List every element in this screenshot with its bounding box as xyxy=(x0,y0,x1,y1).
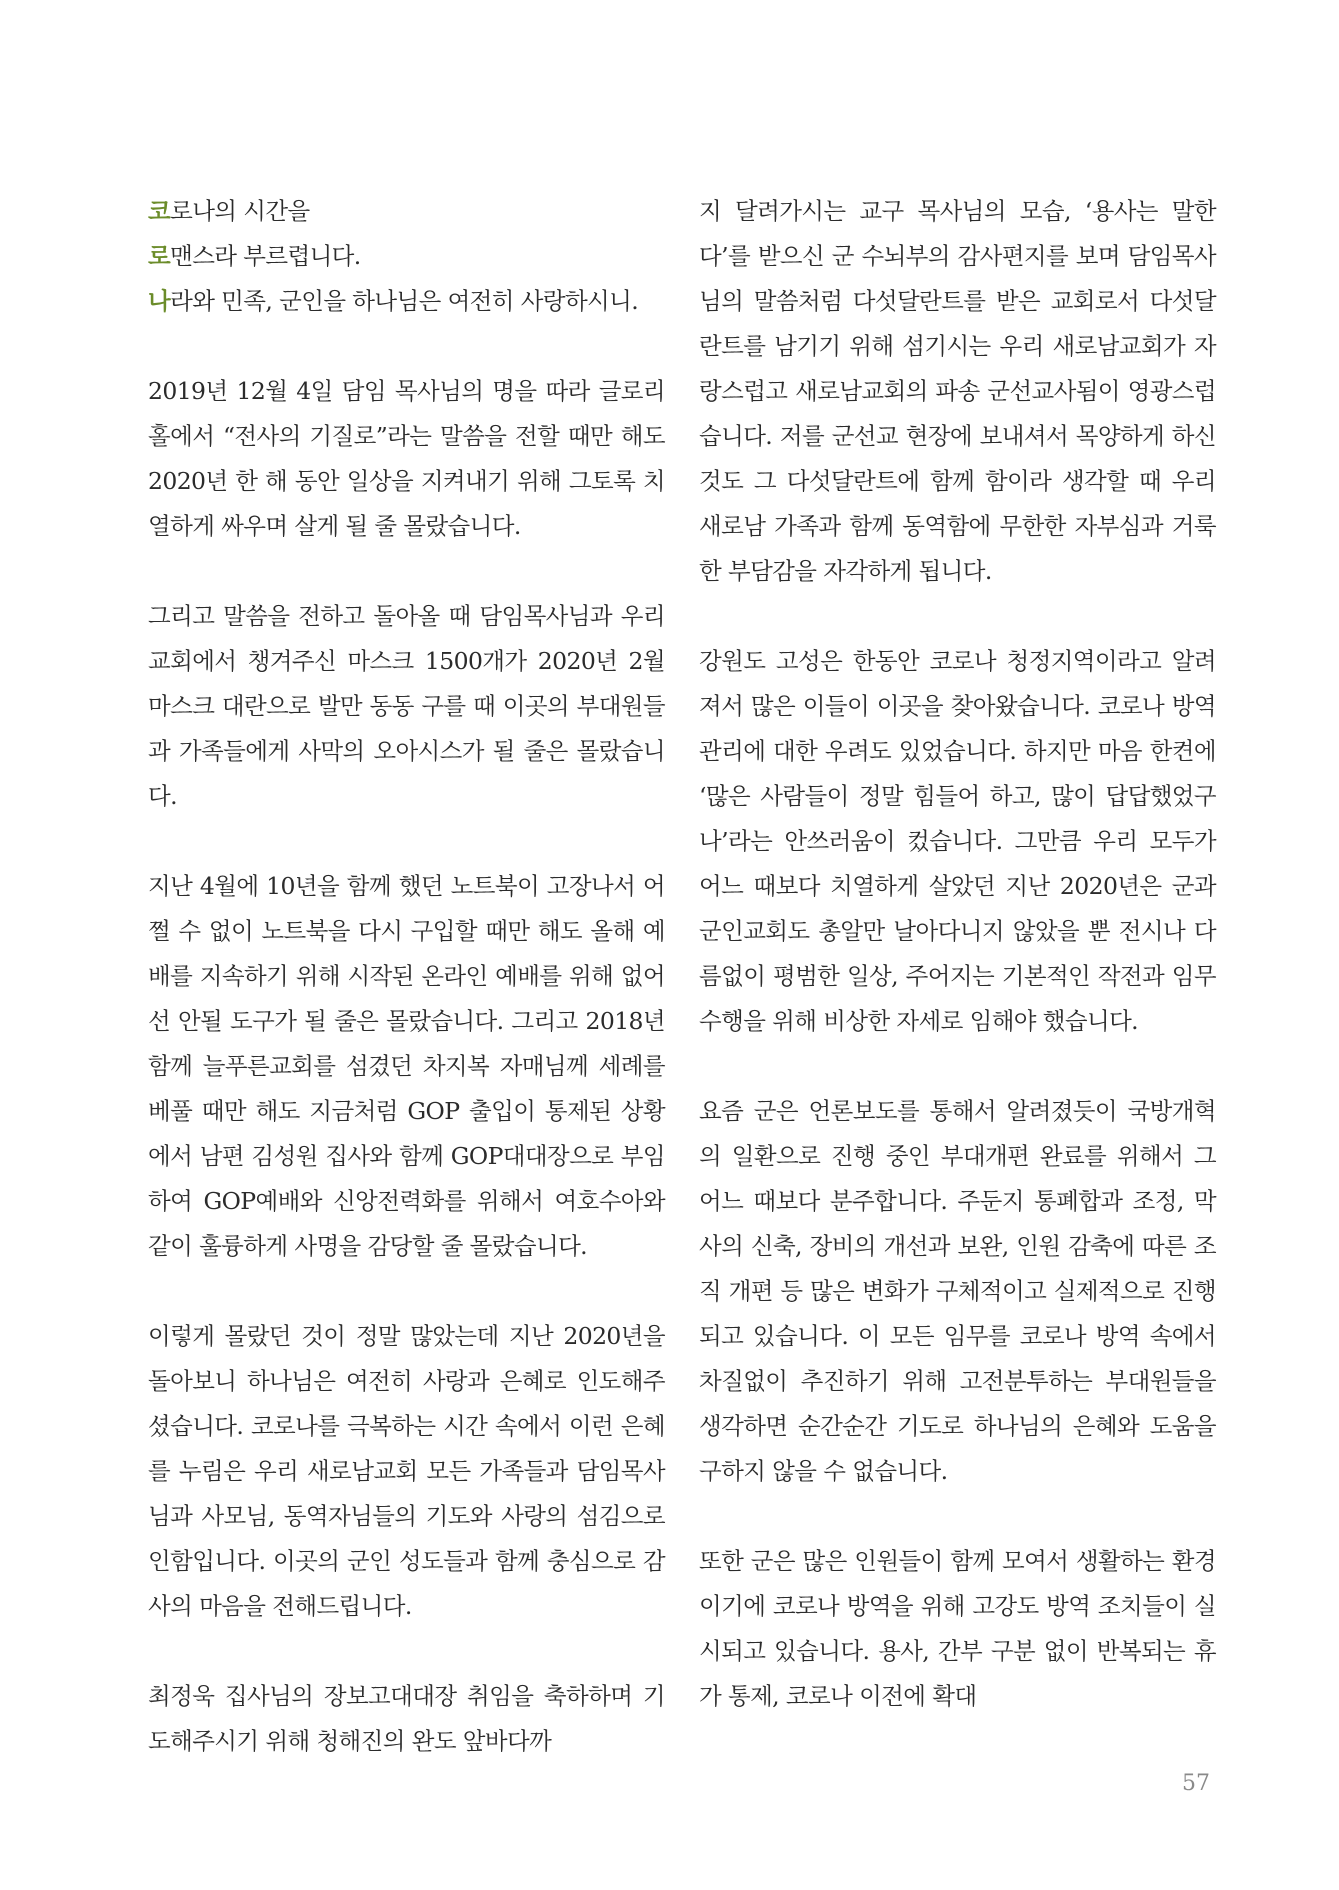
body-paragraph: 2019년 12월 4일 담임 목사님의 명을 따라 글로리홀에서 “전사의 기질로”라는 말씀을 전할 때만 해도 2020년 한 해 동안 일상을 지켜내기 위해 그토록 치열하게 싸우며 살게 될 줄 몰랐습니다. xyxy=(148,377,665,540)
body-paragraph: 그리고 말씀을 전하고 돌아올 때 담임목사님과 우리 교회에서 챙겨주신 마스크 1500개가 2020년 2월 마스크 대란으로 발만 동동 구를 때 이곳의 부대원들과 가족들에게 사막의 오아시스가 될 줄은 몰랐습니다. xyxy=(148,602,665,810)
body-paragraph: 최정욱 집사님의 장보고대대장 취임을 축하하며 기도해주시기 위해 청해진의 완도 앞바다까 xyxy=(148,1682,665,1755)
intro-initial: 나 xyxy=(148,287,171,315)
intro-acrostic xyxy=(148,189,665,324)
intro-line xyxy=(148,234,665,279)
body-paragraph: 지난 4월에 10년을 함께 했던 노트북이 고장나서 어쩔 수 없이 노트북을 다시 구입할 때만 해도 올해 예배를 지속하기 위해 시작된 온라인 예배를 위해 없어선 안될 도구가 될 줄은 몰랐습니다. 그리고 2018년 함께 늘푸른교회를 섬겼던 차지복 자매님께 세례를 베풀 때만 해도 지금처럼 GOP 출입이 통제된 상황에서 남편 김성원 집사와 함께 GOP대대장으로 부임하여 GOP예배와 신앙전력화를 위해서 여호수아와 같이 훌륭하게 사명을 감당할 줄 몰랐습니다. xyxy=(148,872,665,1260)
body-paragraph: 또한 군은 많은 인원들이 함께 모여서 생활하는 환경이기에 코로나 방역을 위해 고강도 방역 조치들이 실시되고 있습니다. 용사, 간부 구분 없이 반복되는 휴가 통제, 코로나 이전에 확대 xyxy=(699,1547,1216,1710)
intro-text: 로나의 시간을 xyxy=(170,197,310,225)
right-column xyxy=(699,189,1216,1764)
body-paragraph: 이렇게 몰랐던 것이 정말 많았는데 지난 2020년을 돌아보니 하나님은 여전히 사랑과 은혜로 인도해주셨습니다. 코로나를 극복하는 시간 속에서 이런 은혜를 누림은 우리 새로남교회 모든 가족들과 담임목사님과 사모님, 동역자님들의 기도와 사랑의 섬김으로 인함입니다. 이곳의 군인 성도들과 함께 충심으로 감사의 마음을 전해드립니다. xyxy=(148,1322,665,1620)
intro-line xyxy=(148,279,665,324)
intro-line xyxy=(148,189,665,234)
body-paragraph: 강원도 고성은 한동안 코로나 청정지역이라고 알려져서 많은 이들이 이곳을 찾아왔습니다. 코로나 방역 관리에 대한 우려도 있었습니다. 하지만 마음 한켠에 ‘많은 사람들이 정말 힘들어 하고, 많이 답답했었구나’라는 안쓰러움이 컸습니다. 그만큼 우리 모두가 어느 때보다 치열하게 살았던 지난 2020년은 군과 군인교회도 총알만 날아다니지 않았을 뿐 전시나 다름없이 평범한 일상, 주어지는 기본적인 작전과 임무수행을 위해 비상한 자세로 임해야 했습니다. xyxy=(699,647,1216,1035)
left-column xyxy=(148,189,665,1809)
intro-initial: 코 xyxy=(148,197,171,225)
intro-initial: 로 xyxy=(148,242,171,270)
body-paragraph: 지 달려가시는 교구 목사님의 모습, ‘용사는 말한다’를 받으신 군 수뇌부의 감사편지를 보며 담임목사님의 말씀처럼 다섯달란트를 받은 교회로서 다섯달란트를 남기기 위해 섬기시는 우리 새로남교회가 자랑스럽고 새로남교회의 파송 군선교사됨이 영광스럽습니다. 저를 군선교 현장에 보내셔서 목양하게 하신 것도 그 다섯달란트에 함께 함이라 생각할 때 우리 새로남 가족과 함께 동역함에 무한한 자부심과 거룩한 부담감을 자각하게 됩니다. xyxy=(699,197,1216,585)
intro-text: 맨스라 부르렵니다. xyxy=(170,242,361,270)
page-number: 57 xyxy=(1182,1771,1210,1796)
body-paragraph: 요즘 군은 언론보도를 통해서 알려졌듯이 국방개혁의 일환으로 진행 중인 부대개편 완료를 위해서 그 어느 때보다 분주합니다. 주둔지 통폐합과 조정, 막사의 신축, 장비의 개선과 보완, 인원 감축에 따른 조직 개편 등 많은 변화가 구체적이고 실제적으로 진행되고 있습니다. 이 모든 임무를 코로나 방역 속에서 차질없이 추진하기 위해 고전분투하는 부대원들을 생각하면 순간순간 기도로 하나님의 은혜와 도움을 구하지 않을 수 없습니다. xyxy=(699,1097,1216,1485)
intro-text: 라와 민족, 군인을 하나님은 여전히 사랑하시니. xyxy=(170,287,639,315)
